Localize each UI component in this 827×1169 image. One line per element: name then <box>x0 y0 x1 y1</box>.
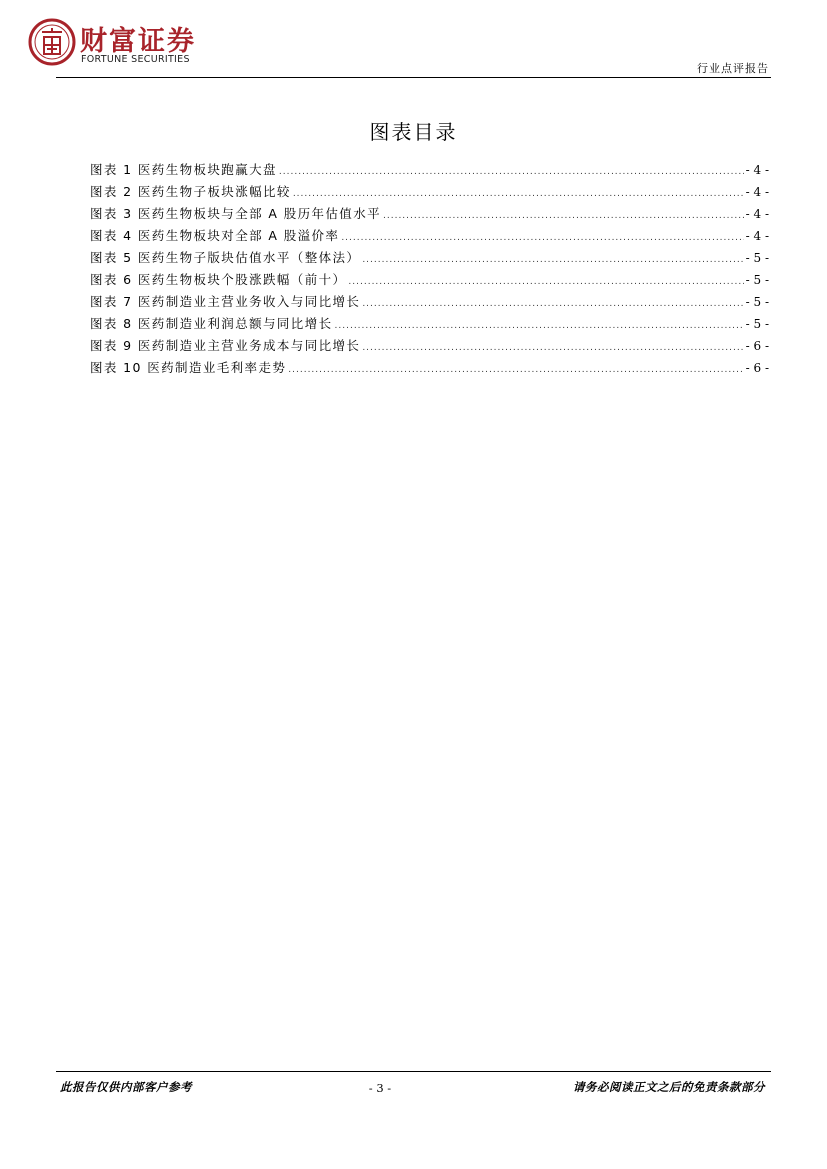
toc-entry-page: - 5 - <box>745 317 769 331</box>
toc-leader-dots <box>362 343 743 353</box>
toc-entry-label: 图表 5 医药生物子版块估值水平（整体法） <box>90 250 361 265</box>
toc-entry[interactable] <box>90 270 769 292</box>
toc-entry-label: 图表 7 医药制造业主营业务收入与同比增长 <box>90 294 361 309</box>
footer-page-number: - 3 - <box>368 1081 392 1095</box>
toc-entry-label: 图表 3 医药生物板块与全部 A 股历年估值水平 <box>90 206 381 221</box>
toc-entry[interactable] <box>90 204 769 226</box>
toc-entry-page: - 5 - <box>745 251 769 265</box>
toc-entry[interactable] <box>90 314 769 336</box>
toc-leader-dots <box>362 255 743 265</box>
toc-entry-page: - 4 - <box>745 185 769 199</box>
toc-entry[interactable] <box>90 336 769 358</box>
footer-disclaimer-left: 此报告仅供内部客户参考 <box>60 1080 192 1094</box>
toc-leader-dots <box>362 299 743 309</box>
toc-leader-dots <box>335 321 744 331</box>
toc-entry[interactable] <box>90 226 769 248</box>
toc-leader-dots <box>293 189 744 199</box>
toc-leader-dots <box>383 211 744 221</box>
page-title: 图表目录 <box>369 120 458 144</box>
brand-name-en: FORTUNE SECURITIES <box>81 54 190 65</box>
footer-disclaimer-right: 请务必阅读正文之后的免责条款部分 <box>573 1080 765 1094</box>
toc-leader-dots <box>288 365 743 375</box>
toc-entry-label: 图表 9 医药制造业主营业务成本与同比增长 <box>90 338 361 353</box>
toc-entry-label: 图表 10 医药制造业毛利率走势 <box>90 360 287 375</box>
toc-entry-page: - 6 - <box>745 361 769 375</box>
toc-entry[interactable] <box>90 248 769 270</box>
toc-entry-label: 图表 2 医药生物子板块涨幅比较 <box>90 184 291 199</box>
fortune-seal-logo-icon <box>28 18 76 66</box>
toc-entry-page: - 6 - <box>745 339 769 353</box>
toc-entry-page: - 4 - <box>745 163 769 177</box>
toc-entry-label: 图表 6 医药生物板块个股涨跌幅（前十） <box>90 272 347 287</box>
report-type-label: 行业点评报告 <box>697 62 769 75</box>
toc-entry[interactable] <box>90 182 769 204</box>
toc-leader-dots <box>279 167 744 177</box>
footer-divider <box>56 1071 771 1072</box>
toc-entry-label: 图表 1 医药生物板块跑赢大盘 <box>90 162 277 177</box>
toc-leader-dots <box>341 233 743 243</box>
toc-entry[interactable] <box>90 358 769 380</box>
toc-entry[interactable] <box>90 292 769 314</box>
toc-entry-page: - 5 - <box>745 295 769 309</box>
toc-leader-dots <box>348 277 743 287</box>
toc-entry-page: - 5 - <box>745 273 769 287</box>
header-divider <box>56 77 771 78</box>
toc-entry-label: 图表 4 医药生物板块对全部 A 股溢价率 <box>90 228 340 243</box>
toc-entry-page: - 4 - <box>745 229 769 243</box>
toc-entry[interactable] <box>90 160 769 182</box>
page-header <box>0 0 827 80</box>
toc-entry-label: 图表 8 医药制造业利润总额与同比增长 <box>90 316 333 331</box>
brand-name-cn: 财富证券 <box>80 26 196 57</box>
toc-list <box>90 160 769 380</box>
toc-entry-page: - 4 - <box>745 207 769 221</box>
